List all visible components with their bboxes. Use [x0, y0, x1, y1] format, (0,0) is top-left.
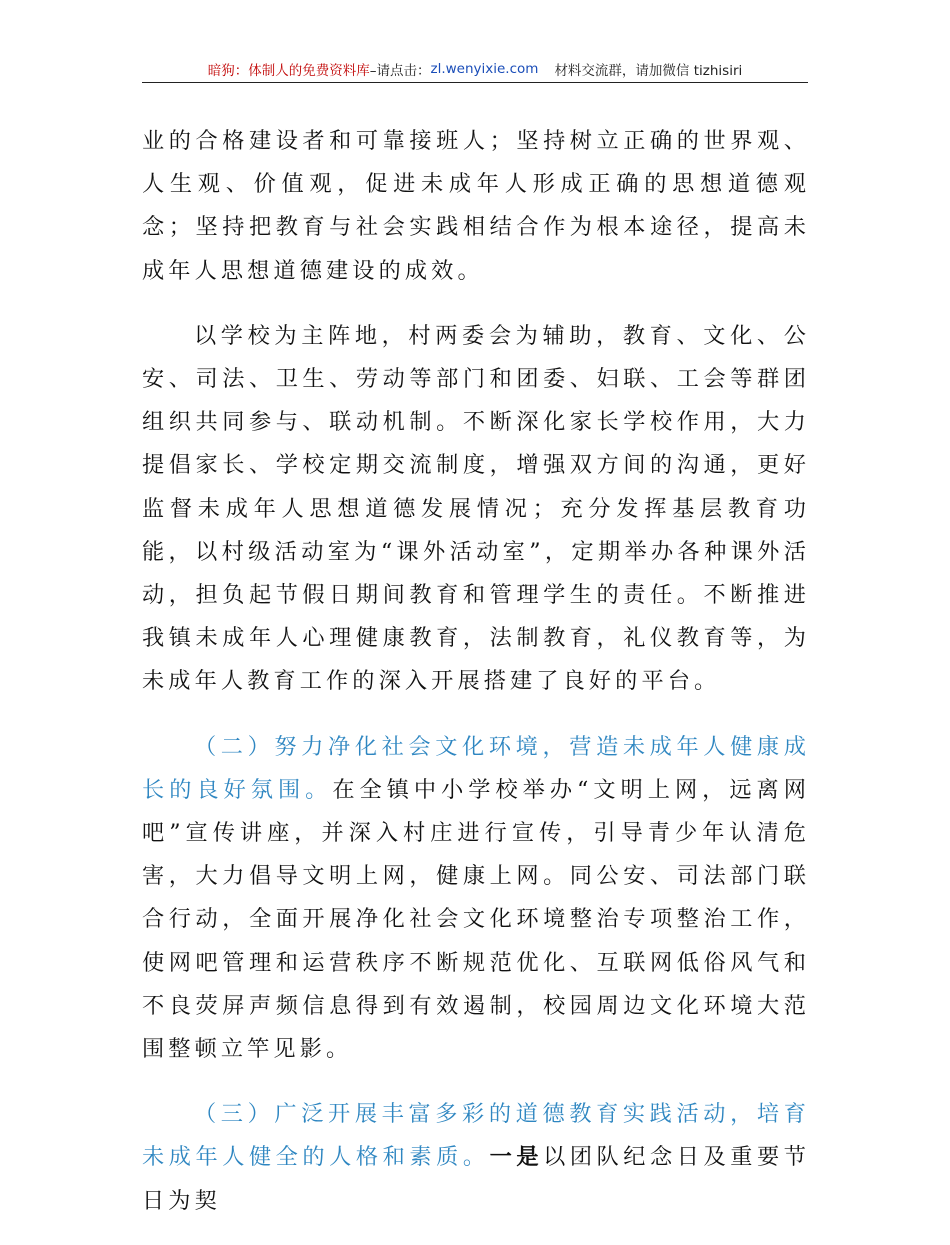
- header-url-link[interactable]: zl.wenyixie.com: [430, 61, 539, 77]
- header-brand: 暗狗：体制人的免费资料库: [207, 63, 370, 79]
- paragraph-4-body: 以团队纪念日及重要节日为契: [142, 1144, 811, 1214]
- paragraph-4: [142, 1093, 810, 1223]
- section-heading-3: （三）广泛开展丰富多彩的道德教育实践活动，培育未成年人健全的人格和素质。: [142, 1101, 810, 1171]
- paragraph-3-body: 在全镇中小学校举办“文明上网，远离网吧”宣传讲座，并深入村庄进行宣传，引导青少年认清危害，大力倡导文明上网，健康上网。同公安、司法部门联合行动，全面开展净化社会文化环境整治专项整治工作，使网吧管理和运营秩序不断规范优化、互联网低俗风气和不良荧屏声频信息得到有效遏制，校园周边文化环境大范围整顿立竿见影。: [142, 776, 810, 1063]
- paragraph-2: 以学校为主阵地，村两委会为辅助，教育、文化、公安、司法、卫生、劳动等部门和团委、妇联、工会等群团组织共同参与、联动机制。不断深化家长学校作用，大力提倡家长、学校定期交流制度，增强双方间的沟通，更好监督未成年人思想道德发展情况；充分发挥基层教育功能，以村级活动室为“课外活动室”，定期举办各种课外活动，担负起节假日期间教育和管理学生的责任。不断推进我镇未成年人心理健康教育，法制教育，礼仪教育等，为未成年人教育工作的深入开展搭建了良好的平台。: [142, 322, 810, 695]
- page-header: [142, 56, 808, 83]
- document-body: [142, 120, 810, 1245]
- paragraph-4-lead: 一是: [489, 1144, 544, 1171]
- header-click-prompt: –请点击：: [369, 63, 431, 79]
- section-heading-2: （二）努力净化社会文化环境，营造未成年人健康成长的良好氛围。: [142, 733, 810, 803]
- header-group-note: 材料交流群，请加微信 tizhisiri: [554, 63, 743, 79]
- paragraph-1: 业的合格建设者和可靠接班人；坚持树立正确的世界观、人生观、价值观，促进未成年人形成正确的思想道德观念；坚持把教育与社会实践相结合作为根本途径，提高未成年人思想道德建设的成效。: [142, 128, 810, 284]
- paragraph-3: [142, 726, 810, 1072]
